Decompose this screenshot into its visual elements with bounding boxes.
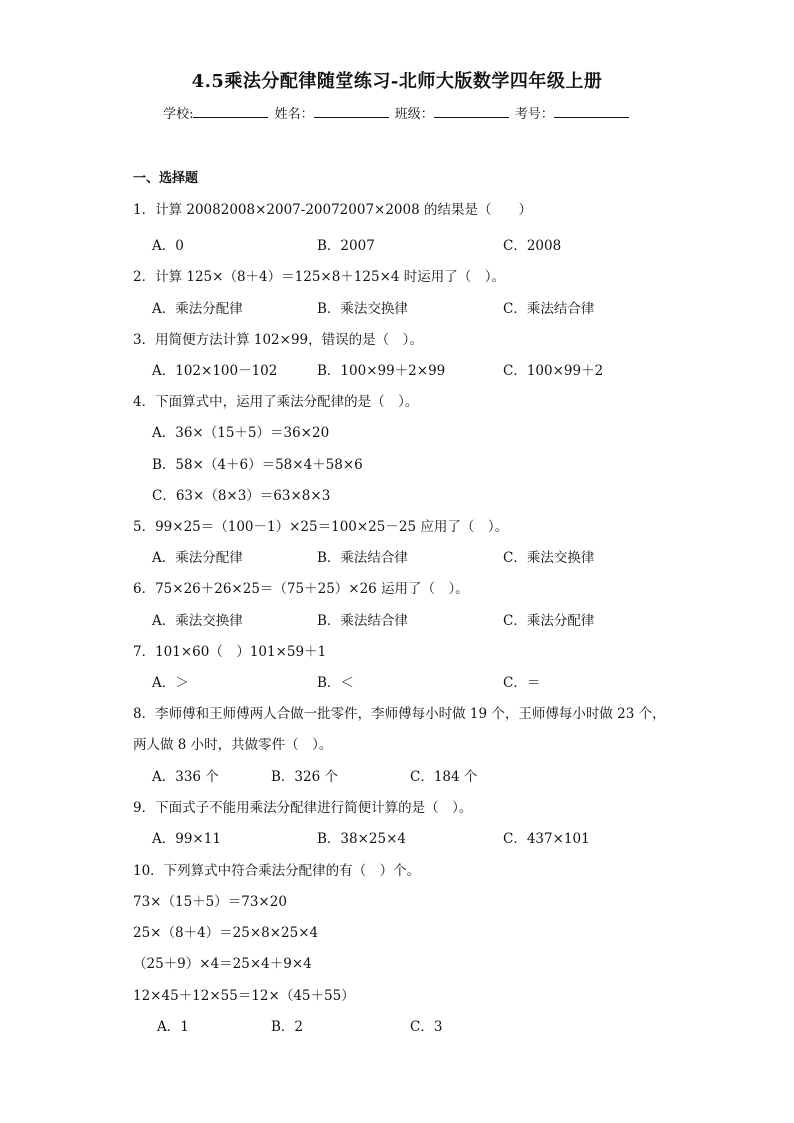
id-blank[interactable]: [554, 105, 629, 118]
class-label: 班级：: [394, 107, 434, 122]
question-3-option-b[interactable]: B．100×99＋2×99: [317, 363, 446, 379]
id-label: 考号：: [514, 107, 554, 122]
student-info-row: [0, 103, 794, 122]
question-10-option-b[interactable]: B．2: [271, 1019, 304, 1035]
question-10-expression-1: 73×（15＋5）＝73×20: [133, 894, 287, 910]
question-7-option-a[interactable]: A．＞: [152, 675, 189, 691]
question-5-option-c[interactable]: C．乘法交换律: [503, 550, 595, 566]
question-5-option-b[interactable]: B．乘法结合律: [317, 550, 408, 566]
section-heading: 一、选择题: [133, 171, 199, 186]
question-10-stem: 10．下列算式中符合乘法分配律的有（ ）个。: [133, 863, 421, 879]
question-10-option-a[interactable]: A．1: [157, 1019, 189, 1035]
question-2-option-b[interactable]: B．乘法交换律: [317, 301, 408, 317]
question-6-option-a[interactable]: A．乘法交换律: [152, 613, 243, 629]
question-10-option-c[interactable]: C．3: [410, 1019, 443, 1035]
question-8-stem: 8．李师傅和王师傅两人合做一批零件，李师傅每小时做 19 个，王师傅每小时做 23 个，: [133, 706, 666, 722]
question-6-option-c[interactable]: C．乘法分配律: [503, 613, 595, 629]
question-4-option-b[interactable]: B．58×（4＋6）＝58×4＋58×6: [152, 457, 363, 473]
question-1-option-b[interactable]: B．2007: [317, 238, 375, 254]
question-2-option-a[interactable]: A．乘法分配律: [152, 301, 243, 317]
question-8-option-c[interactable]: C．184 个: [410, 769, 478, 785]
question-4-stem: 4．下面算式中，运用了乘法分配律的是（ ）。: [133, 394, 419, 410]
question-5-stem: 5．99×25＝（100－1）×25＝100×25－25 应用了（ ）。: [133, 519, 509, 535]
question-8-option-b[interactable]: B．326 个: [271, 769, 338, 785]
question-4-option-a[interactable]: A．36×（15＋5）＝36×20: [152, 425, 330, 441]
question-6-stem: 6．75×26＋26×25＝（75＋25）×26 运用了（ ）。: [133, 581, 469, 597]
question-5-option-a[interactable]: A．乘法分配律: [152, 550, 243, 566]
question-1-stem: 1．计算 20082008×2007-20072007×2008 的结果是（ ）: [133, 202, 532, 218]
page-title: 4.5乘法分配律随堂练习-北师大版数学四年级上册: [191, 71, 603, 92]
question-2-stem: 2．计算 125×（8＋4）＝125×8＋125×4 时运用了（ ）。: [133, 269, 506, 285]
question-9-option-a[interactable]: A．99×11: [152, 831, 221, 847]
question-1-option-a[interactable]: A．0: [152, 238, 184, 254]
question-9-option-c[interactable]: C．437×101: [503, 831, 590, 847]
question-3-stem: 3．用简便方法计算 102×99，错误的是（ ）。: [133, 332, 423, 348]
question-7-option-c[interactable]: C．＝: [503, 675, 541, 691]
question-8-option-a[interactable]: A．336 个: [152, 769, 219, 785]
question-3-option-c[interactable]: C．100×99＋2: [503, 363, 604, 379]
question-9-stem: 9．下面式子不能用乘法分配律进行简便计算的是（ ）。: [133, 800, 473, 816]
question-9-option-b[interactable]: B．38×25×4: [317, 831, 406, 847]
question-10-expression-2: 25×（8＋4）＝25×8×25×4: [133, 925, 319, 941]
question-4-option-c[interactable]: C．63×（8×3）＝63×8×3: [152, 488, 331, 504]
question-7-stem: 7．101×60（ ）101×59＋1: [133, 644, 327, 660]
name-blank[interactable]: [314, 105, 389, 118]
school-blank[interactable]: [193, 105, 268, 118]
question-6-option-b[interactable]: B．乘法结合律: [317, 613, 408, 629]
school-label: 学校:: [163, 107, 194, 122]
question-10-expression-4: 12×45＋12×55＝12×（45＋55）: [133, 988, 355, 1004]
question-3-option-a[interactable]: A．102×100－102: [152, 363, 278, 379]
question-10-expression-3: （25＋9）×4＝25×4＋9×4: [133, 956, 312, 972]
name-label: 姓名：: [274, 107, 314, 122]
question-7-option-b[interactable]: B．＜: [317, 675, 354, 691]
class-blank[interactable]: [434, 105, 509, 118]
question-2-option-c[interactable]: C．乘法结合律: [503, 301, 595, 317]
question-8-stem-continued: 两人做 8 小时，共做零件（ ）。: [133, 737, 333, 753]
question-1-option-c[interactable]: C．2008: [503, 238, 562, 254]
